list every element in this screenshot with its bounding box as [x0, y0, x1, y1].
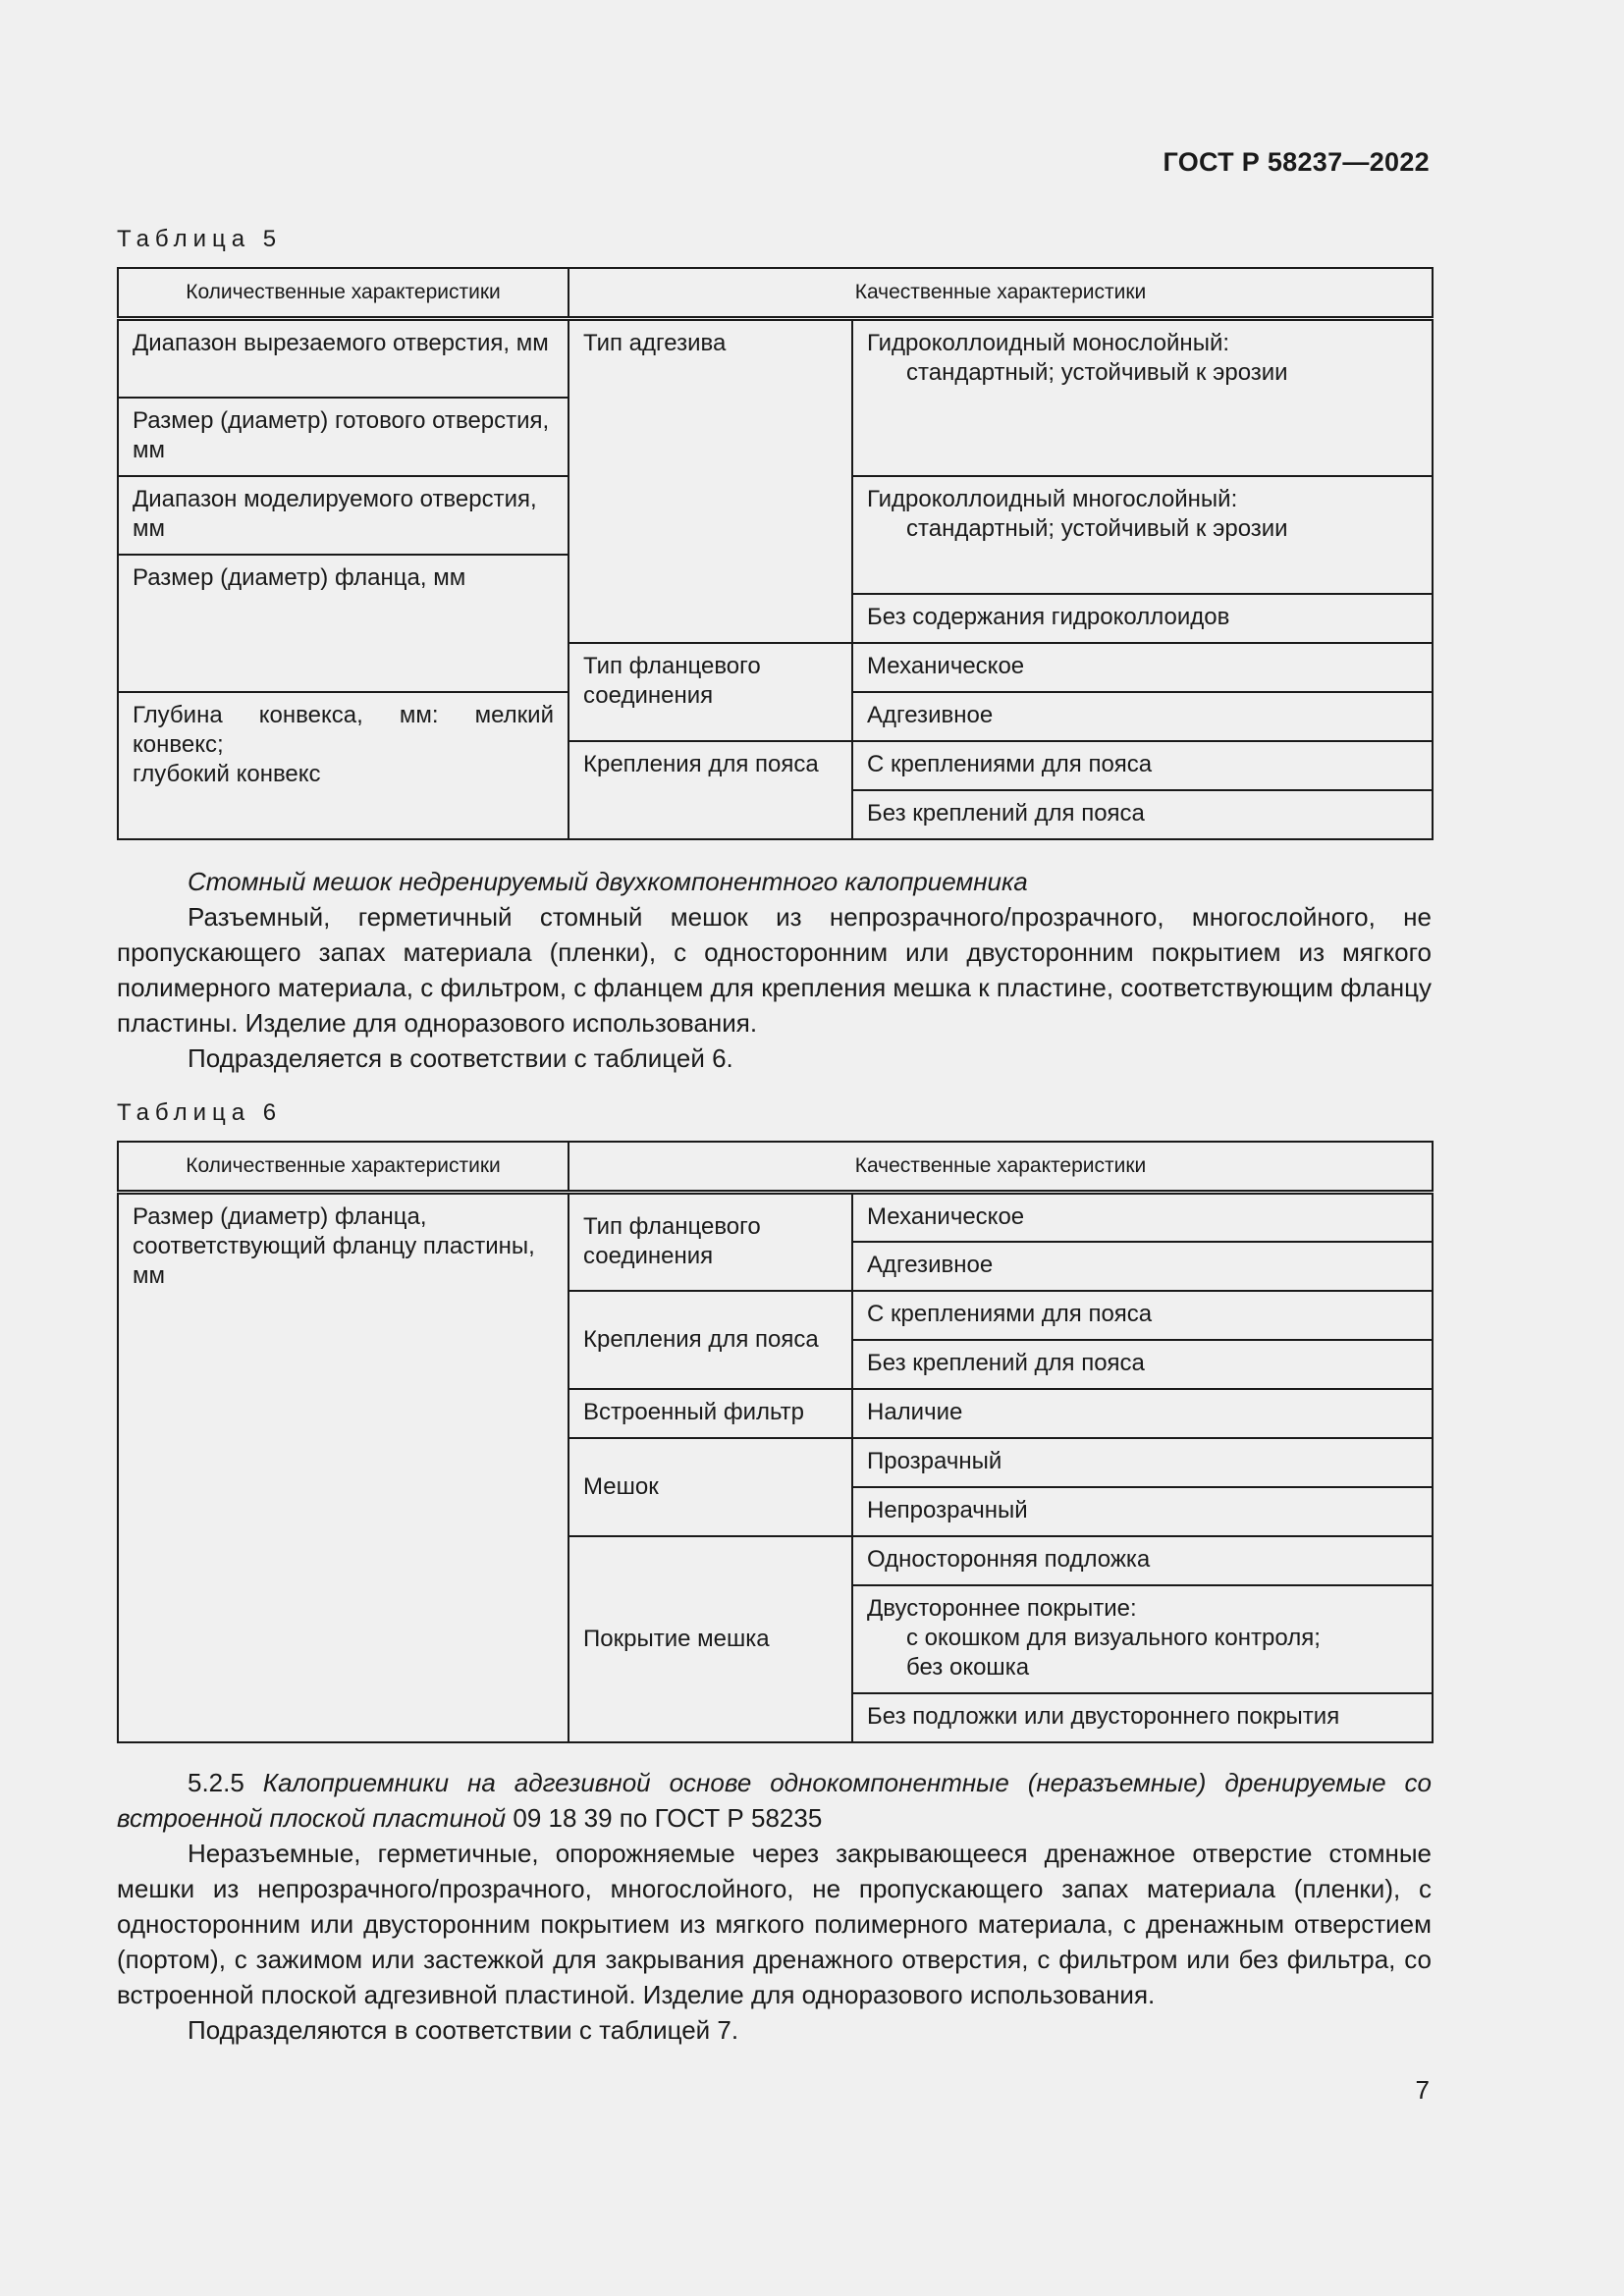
- table-cell: Адгезивное: [852, 692, 1433, 741]
- table-cell: Встроенный фильтр: [568, 1389, 852, 1438]
- section-heading: [117, 1765, 1432, 1836]
- table-cell: Тип адгезива: [568, 319, 852, 643]
- table-5-header-qualitative: Качественные характеристики: [568, 268, 1433, 319]
- table-6-caption: Таблица 6: [117, 1099, 283, 1126]
- document-code: ГОСТ Р 58237—2022: [1163, 147, 1430, 177]
- cell-text: Гидроколлоидный многослойный:: [867, 485, 1238, 512]
- table-cell: Тип фланцевого соединения: [568, 643, 852, 741]
- paragraph-body: Разъемный, герметичный стомный мешок из непрозрачного/прозрачного, многослойного, не пропускающего запах материала (пленки), с односторонним или двусторонним покрытием из мягкого полимерного материала, с фильтром, с фланцем для крепления мешка к пластине, соответствующим фланцу пластины. Изделие для одноразового использования.: [117, 902, 1432, 1038]
- section-body: Неразъемные, герметичные, опорожняемые через закрывающееся дренажное отверстие стомные мешки из непрозрачного/прозрачного, многослойного, не пропускающего запах материала (пленки), с односторонним или двусторонним покрытием из мягкого полимерного материала, с дренажным отверстием (портом), с зажимом или застежкой для закрывания дренажного отверстия, с фильтром или без фильтра, со встроенной плоской адгезивной пластиной. Изделие для одноразового использования.: [117, 1839, 1432, 2009]
- paragraph-title: Стомный мешок недренируемый двухкомпонентного калоприемника: [188, 867, 1028, 896]
- cell-subtext: с окошком для визуального контроля;: [906, 1624, 1321, 1651]
- cell-text: глубокий конвекс: [133, 760, 321, 787]
- cell-subtext: без окошка: [906, 1653, 1030, 1681]
- table-cell: Механическое: [852, 1193, 1433, 1242]
- section-number: 5.2.5: [188, 1768, 244, 1797]
- table-cell: Крепления для пояса: [568, 741, 852, 839]
- table-cell: Односторонняя подложка: [852, 1536, 1433, 1585]
- table-cell: Адгезивное: [852, 1242, 1433, 1291]
- cell-text: Двустороннее покрытие:: [867, 1594, 1137, 1622]
- table-cell: Без содержания гидроколлоидов: [852, 594, 1433, 643]
- table-cell: Диапазон моделируемого отверстия, мм: [118, 476, 568, 555]
- table-5-caption: Таблица 5: [117, 226, 283, 252]
- table-cell: С креплениями для пояса: [852, 741, 1433, 790]
- table-cell: Наличие: [852, 1389, 1433, 1438]
- cell-text: Глубина конвекса, мм: мелкий конвекс;: [133, 701, 554, 758]
- paragraph-reference: Подразделяется в соответствии с таблицей 6.: [188, 1043, 733, 1073]
- table-cell: Без подложки или двустороннего покрытия: [852, 1693, 1433, 1742]
- section-title: Калоприемники на адгезивной основе однокомпонентные (неразъемные) дренируемые со встроенной плоской пластиной: [117, 1768, 1432, 1833]
- table-6-header-qualitative: Качественные характеристики: [568, 1142, 1433, 1193]
- table-cell: Механическое: [852, 643, 1433, 692]
- table-cell: Размер (диаметр) готового отверстия, мм: [118, 398, 568, 476]
- table-cell: Прозрачный: [852, 1438, 1433, 1487]
- table-cell: Тип фланцевого соединения: [568, 1193, 852, 1291]
- cell-subtext: стандартный; устойчивый к эрозии: [906, 359, 1288, 386]
- table-cell: Без креплений для пояса: [852, 1340, 1433, 1389]
- table-cell: Покрытие мешка: [568, 1536, 852, 1742]
- table-cell: С креплениями для пояса: [852, 1291, 1433, 1340]
- table-cell: Диапазон вырезаемого отверстия, мм: [118, 319, 568, 398]
- table-cell: Крепления для пояса: [568, 1291, 852, 1389]
- section-reference: Подразделяются в соответствии с таблицей 7.: [188, 2015, 739, 2045]
- table-6-header-quantitative: Количественные характеристики: [118, 1142, 568, 1193]
- table-cell: Мешок: [568, 1438, 852, 1536]
- table-6: [117, 1141, 1434, 1743]
- table-cell: [852, 1585, 1433, 1693]
- table-cell: [118, 692, 568, 839]
- table-cell: [852, 476, 1433, 594]
- page-number: 7: [1415, 2075, 1430, 2105]
- section-5-2-5: [117, 1765, 1432, 2048]
- table-cell: Без креплений для пояса: [852, 790, 1433, 839]
- table-cell: Размер (диаметр) фланца, соответствующий фланцу пластины, мм: [118, 1193, 568, 1742]
- cell-subtext: стандартный; устойчивый к эрозии: [906, 514, 1288, 542]
- table-5-header-quantitative: Количественные характеристики: [118, 268, 568, 319]
- table-5: [117, 267, 1434, 840]
- table-cell: Размер (диаметр) фланца, мм: [118, 555, 568, 692]
- table-cell: Непрозрачный: [852, 1487, 1433, 1536]
- table-cell: [852, 319, 1433, 476]
- cell-text: Гидроколлоидный монослойный:: [867, 330, 1230, 356]
- bag-description: [117, 864, 1432, 1076]
- section-code: 09 18 39 по ГОСТ Р 58235: [513, 1803, 823, 1833]
